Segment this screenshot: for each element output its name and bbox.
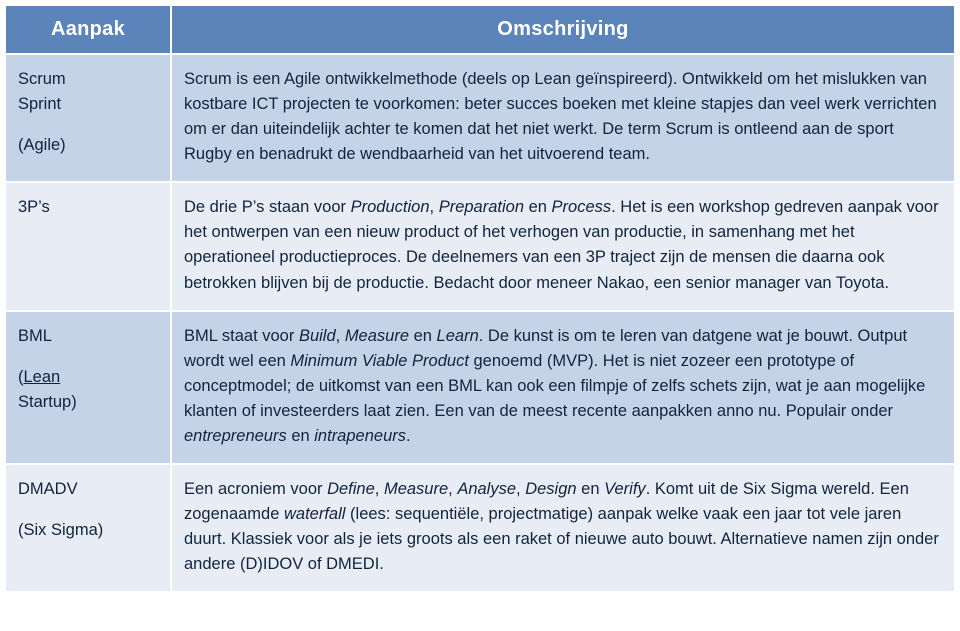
approach-name-cell: Scrum Sprint (Agile) [5, 54, 171, 182]
table-row [5, 182, 955, 310]
approach-description-cell: BML staat voor Build, Measure en Learn. De kunst is om te leren van datgene wat je bouwt. Output wordt wel een Minimum Viable Product genoemd (MVP). Het is niet zozeer een prototype of conceptmodel; de uitkomst van een BML kan ook een filmpje of zelfs schets zijn, wat je aan mogelijke klanten of investeerders laat zien. Een van de meest recente aanpakken anno nu. Populair onder entrepreneurs en intrapeneurs. [171, 311, 955, 464]
approach-description-cell: Scrum is een Agile ontwikkelmethode (deels op Lean geïnspireerd). Ontwikkeld om het mislukken van kostbare ICT projecten te voorkomen: beter succes boeken met kleine stapjes dan veel werk verrichten om er dan uiteindelijk achter te komen dat het niet werkt. De term Scrum is ontleend aan de sport Rugby en benadrukt de wendbaarheid van het uitvoerend team. [171, 54, 955, 182]
approach-name-cell: DMADV (Six Sigma) [5, 464, 171, 592]
column-header-description: Omschrijving [171, 5, 955, 54]
column-header-approach: Aanpak [5, 5, 171, 54]
table-row [5, 464, 955, 592]
table-row [5, 54, 955, 182]
approach-name-cell: BML (Lean Startup) [5, 311, 171, 464]
header-row [5, 5, 955, 54]
approach-name-cell: 3P’s [5, 182, 171, 310]
approach-description-cell: De drie P’s staan voor Production, Preparation en Process. Het is een workshop gedreven aanpak voor het ontwerpen van een nieuw product of het verhogen van productie, in samenhang met het operationeel productieproces. De deelnemers van een 3P traject zijn de mensen die daarna ook betrokken blijven bij de productie. Bedacht door meneer Nakao, een senior manager van Toyota. [171, 182, 955, 310]
approach-description-cell: Een acroniem voor Define, Measure, Analyse, Design en Verify. Komt uit de Six Sigma wereld. Een zogenaamde waterfall (lees: sequentiële, projectmatige) aanpak welke vaak een jaar tot vele jaren duurt. Klassiek voor als je iets groots als een raket of nieuwe auto bouwt. Alternatieve namen zijn onder andere (D)IDOV of DMEDI. [171, 464, 955, 592]
approaches-table [4, 4, 956, 593]
table-row [5, 311, 955, 464]
table-header [5, 5, 955, 54]
table-body [5, 54, 955, 592]
